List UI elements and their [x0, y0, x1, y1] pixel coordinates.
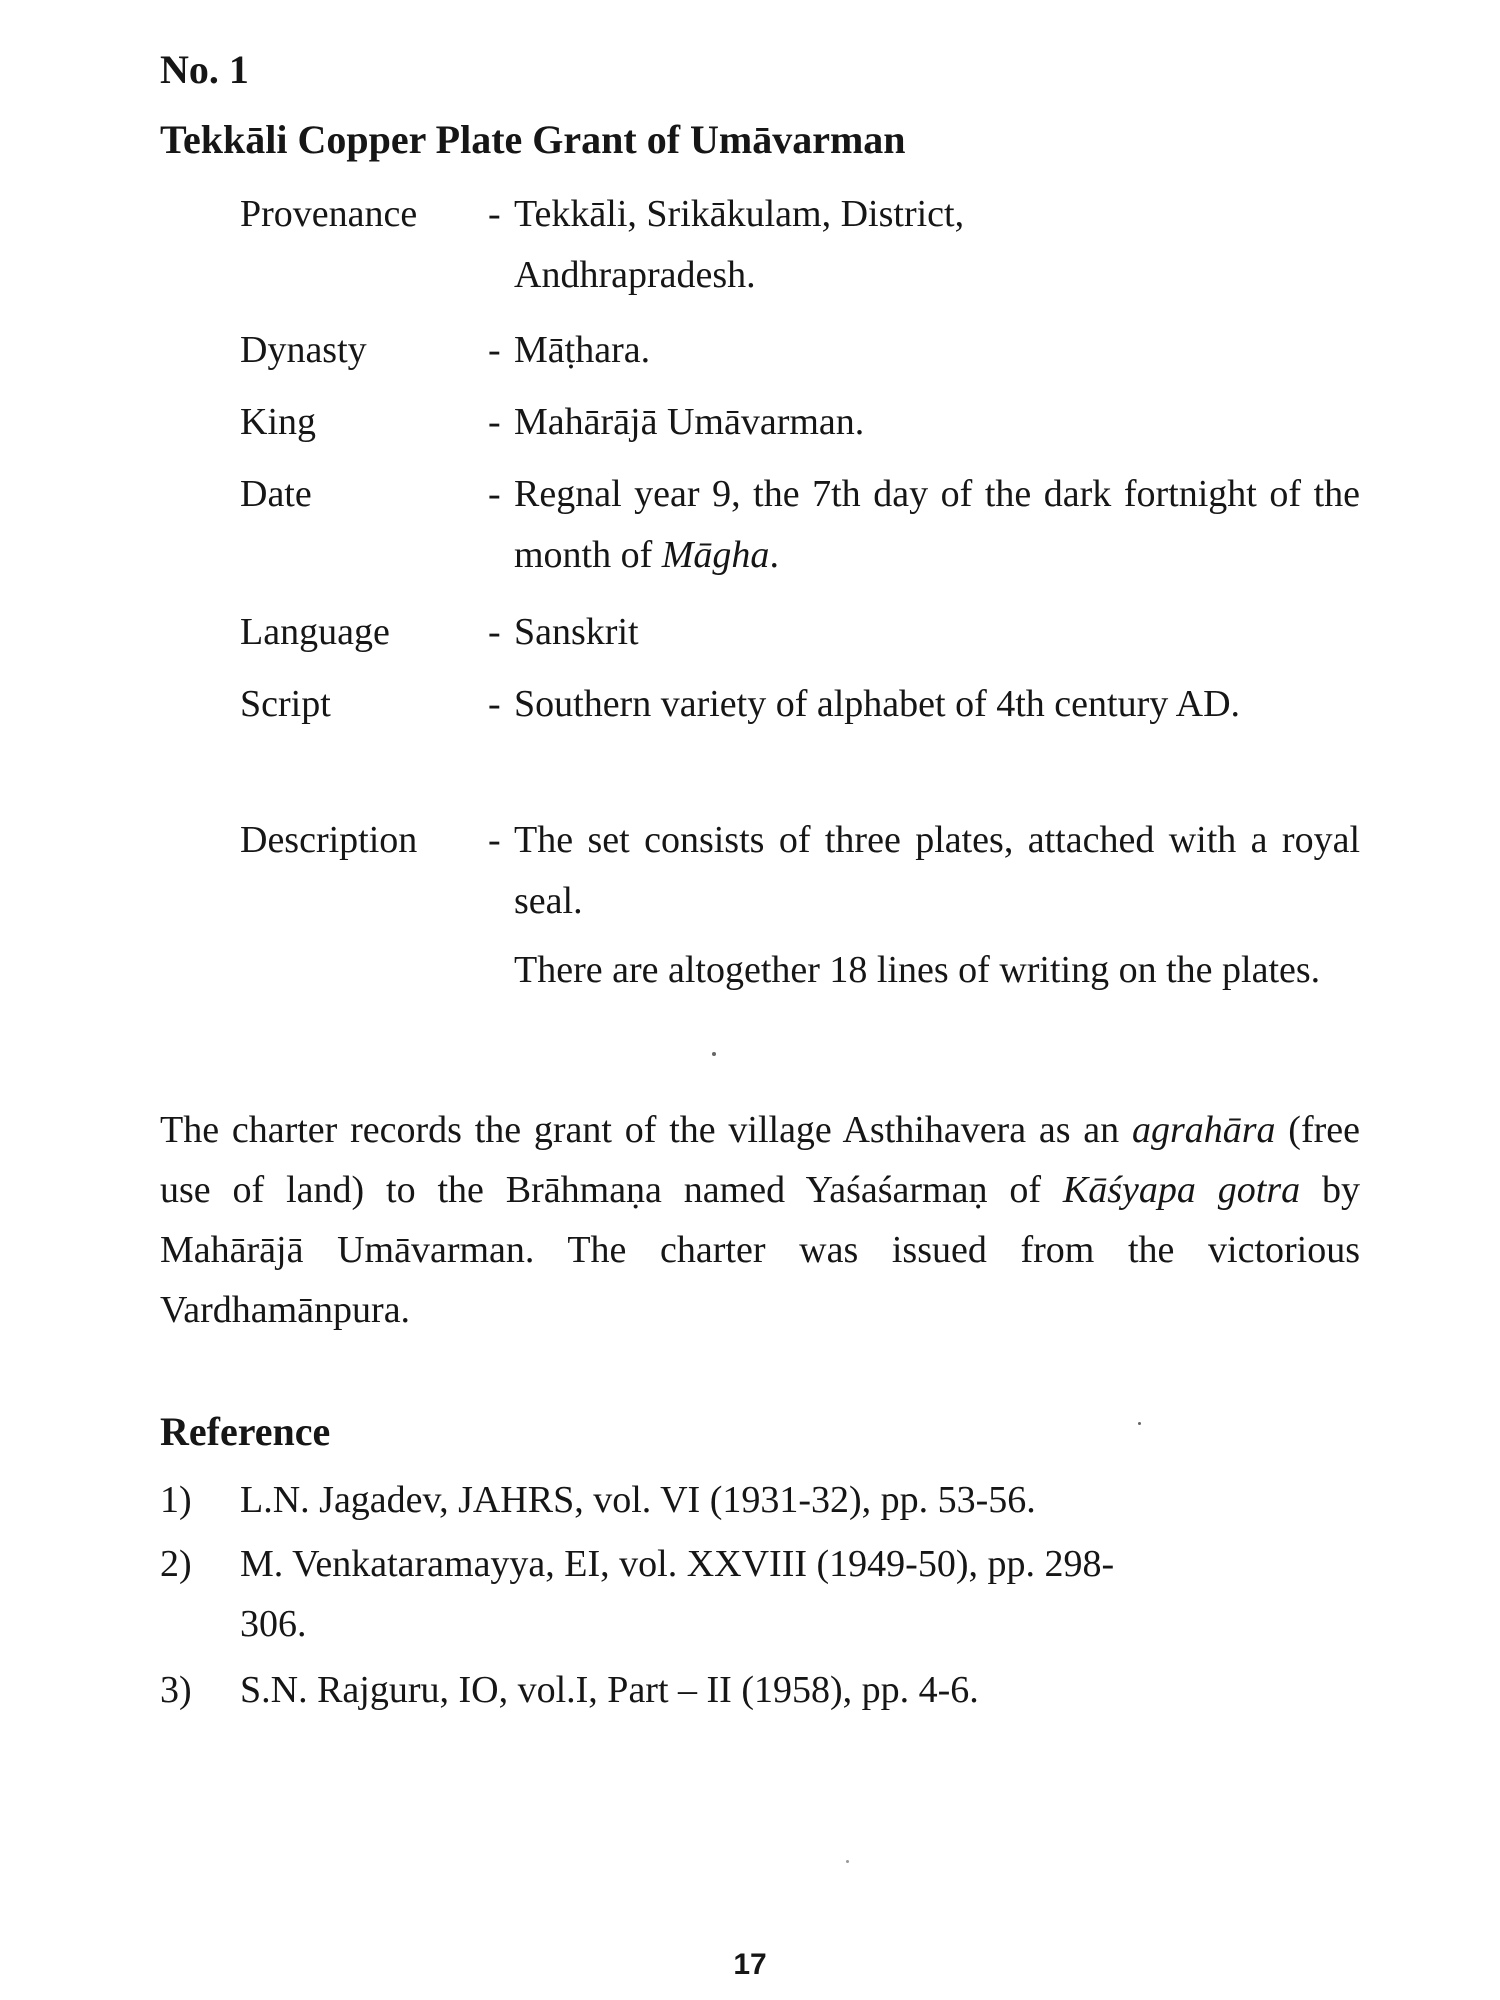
- reference-text: S.N. Rajguru, IO, vol.I, Part – II (1958), pp. 4-6.: [240, 1669, 979, 1711]
- scan-speck: [712, 1052, 716, 1056]
- field-value: [514, 464, 1360, 586]
- paragraph-term: agrahāra: [1131, 1109, 1276, 1151]
- reference-number: 2): [160, 1543, 192, 1585]
- date-punct: .: [769, 534, 779, 576]
- field-dash: -: [488, 401, 501, 443]
- field-dash: -: [488, 473, 501, 515]
- field-dash: -: [488, 819, 501, 861]
- field-value: Sanskrit: [514, 611, 639, 653]
- field-value: Mahārājā Umāvarman.: [514, 401, 865, 443]
- reference-text: L.N. Jagadev, JAHRS, vol. VI (1931-32), pp. 53-56.: [240, 1479, 1036, 1521]
- inscription-number: No. 1: [160, 47, 249, 92]
- inscription-title: Tekkāli Copper Plate Grant of Umāvarman: [160, 117, 906, 162]
- month-name: Māgha: [661, 534, 770, 576]
- paragraph-term: Kāśyapa gotra: [1062, 1169, 1301, 1211]
- field-value: Southern variety of alphabet of 4th century AD.: [514, 683, 1241, 725]
- field-dash: -: [488, 611, 501, 653]
- field-dash: -: [488, 329, 501, 371]
- field-dash: -: [488, 193, 501, 235]
- paragraph-text: (free use of land) to the Brāhmaṇa named Yaśaśarmaṇ of: [160, 1109, 1360, 1211]
- paragraph-text: by Mahārājā Umāvarman. The charter was issued from the victorious Vardhamānpura.: [160, 1169, 1361, 1331]
- field-label: King: [240, 401, 316, 443]
- field-label: Script: [240, 683, 331, 725]
- paragraph-text: The charter records the grant of the village Asthihavera as an: [160, 1109, 1132, 1151]
- field-label: Provenance: [240, 193, 418, 235]
- field-value: The set consists of three plates, attached with a royal seal.: [514, 819, 1360, 922]
- reference-number: 3): [160, 1669, 192, 1711]
- scan-speck: [1138, 1422, 1141, 1425]
- field-value-continued: There are altogether 18 lines of writing on the plates.: [514, 949, 1321, 991]
- field-value: Tekkāli, Srikākulam, District, Andhrapradesh.: [514, 193, 965, 296]
- field-label: Dynasty: [240, 329, 367, 371]
- reference-number: 1): [160, 1479, 192, 1521]
- field-label: Description: [240, 819, 418, 861]
- charter-paragraph: [160, 1100, 1360, 1340]
- field-dash: -: [488, 683, 501, 725]
- date-text: Regnal year 9, the 7th day of the dark fortnight of the month of: [514, 473, 1360, 576]
- reference-heading: Reference: [160, 1409, 331, 1454]
- field-label: Language: [240, 611, 390, 653]
- scan-speck: [846, 1860, 849, 1863]
- field-label: Date: [240, 473, 312, 515]
- field-value: Māṭhara.: [514, 329, 651, 371]
- page-number: 17: [733, 1948, 767, 1981]
- reference-text: M. Venkataramayya, EI, vol. XXVIII (1949-50), pp. 298-306.: [240, 1543, 1115, 1645]
